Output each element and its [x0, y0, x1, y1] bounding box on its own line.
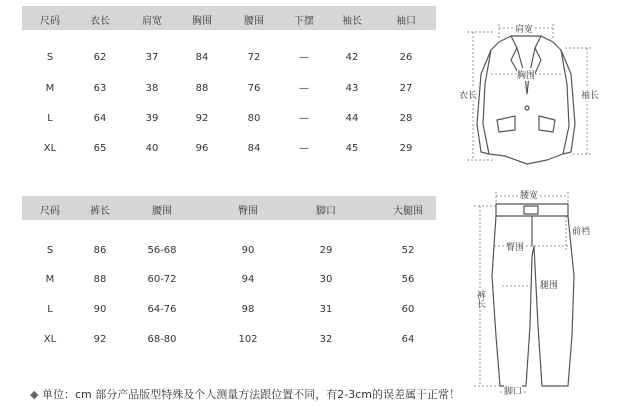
table-cell: 65: [93, 143, 107, 154]
table-cell: XL: [43, 143, 57, 154]
table-cell: M: [45, 83, 55, 94]
table-cell: 102: [238, 334, 258, 345]
hem-label: 脚口: [504, 384, 522, 397]
table-cell: 88: [195, 83, 209, 94]
thigh-label: 腿围: [540, 278, 558, 291]
table-cell: 76: [247, 83, 261, 94]
table-cell: M: [45, 274, 55, 285]
shoulder-label: 肩宽: [515, 22, 533, 35]
table-cell: —: [299, 113, 309, 124]
table-cell: 64: [401, 334, 415, 345]
table-cell: 26: [399, 52, 413, 63]
table-cell: 27: [399, 83, 413, 94]
table-row: [22, 304, 436, 324]
table-cell: 63: [93, 83, 107, 94]
table-cell: 60-72: [147, 274, 177, 285]
header-cell: 臀围: [238, 206, 258, 217]
table-cell: 64: [93, 113, 107, 124]
table-cell: 84: [247, 143, 261, 154]
table-cell: 45: [345, 143, 359, 154]
table-cell: —: [299, 52, 309, 63]
table-cell: 43: [345, 83, 359, 94]
header-cell: 胸围: [192, 16, 212, 27]
bottom-size-table: [22, 196, 436, 356]
table-cell: L: [47, 113, 53, 124]
table-cell: 96: [195, 143, 209, 154]
header-cell: 衣长: [90, 16, 110, 27]
table-cell: 90: [241, 245, 255, 256]
bullet-icon: ◆: [30, 388, 39, 401]
header-cell: 尺码: [40, 16, 60, 27]
table-cell: 39: [145, 113, 159, 124]
pants-diagram: [462, 186, 618, 398]
table-cell: —: [299, 143, 309, 154]
note-text: 单位：cm 部分产品版型特殊及个人测量方法跟位置不同，有2-3cm的误差属于正常！: [41, 388, 460, 401]
pants-length-label: 裤长: [475, 290, 485, 308]
hip-label: 臀围: [506, 240, 524, 253]
header-cell: 大腿围: [393, 206, 423, 217]
table-cell: 38: [145, 83, 159, 94]
table-cell: 88: [93, 274, 107, 285]
table-cell: 94: [241, 274, 255, 285]
table-cell: L: [47, 304, 53, 315]
length-label: 衣长: [459, 88, 477, 101]
table-row: [22, 245, 436, 265]
table-cell: S: [46, 52, 54, 63]
chest-label: 胸围: [517, 68, 535, 81]
table-cell: 37: [145, 52, 159, 63]
table-cell: 40: [145, 143, 159, 154]
table-cell: 98: [241, 304, 255, 315]
table-cell: 64-76: [147, 304, 177, 315]
table-cell: 92: [195, 113, 209, 124]
header-cell: 裤长: [90, 206, 110, 217]
table-cell: 52: [401, 245, 415, 256]
sleeve-label: 袖长: [581, 88, 599, 101]
table-cell: 30: [319, 274, 333, 285]
table-cell: 80: [247, 113, 261, 124]
table-cell: S: [46, 245, 54, 256]
table-cell: 32: [319, 334, 333, 345]
table-row: [22, 83, 436, 103]
bottom-table-header: [22, 196, 436, 220]
jacket-diagram: [455, 14, 615, 174]
table-cell: 44: [345, 113, 359, 124]
table-row: [22, 113, 436, 133]
waist-width-label: 腰宽: [520, 188, 538, 201]
header-cell: 腰围: [244, 16, 264, 27]
table-cell: 84: [195, 52, 209, 63]
table-cell: 29: [319, 245, 333, 256]
table-row: [22, 334, 436, 354]
table-cell: 28: [399, 113, 413, 124]
table-cell: 56-68: [147, 245, 177, 256]
table-cell: 90: [93, 304, 107, 315]
size-note: [30, 386, 460, 402]
table-row: [22, 274, 436, 294]
header-cell: 袖口: [396, 16, 416, 27]
table-cell: 92: [93, 334, 107, 345]
table-cell: 42: [345, 52, 359, 63]
table-cell: —: [299, 83, 309, 94]
header-cell: 袖长: [342, 16, 362, 27]
top-table-header: [22, 6, 436, 30]
table-cell: 29: [399, 143, 413, 154]
table-cell: 31: [319, 304, 333, 315]
front-rise-label: 前裆: [572, 224, 590, 237]
table-cell: 72: [247, 52, 261, 63]
table-cell: 56: [401, 274, 415, 285]
table-row: [22, 52, 436, 72]
header-cell: 肩宽: [142, 16, 162, 27]
table-cell: 60: [401, 304, 415, 315]
header-cell: 尺码: [40, 206, 60, 217]
header-cell: 下摆: [294, 16, 314, 27]
header-cell: 脚口: [316, 206, 336, 217]
table-row: [22, 143, 436, 163]
header-cell: 腰围: [152, 206, 172, 217]
table-cell: 86: [93, 245, 107, 256]
table-cell: 62: [93, 52, 107, 63]
top-size-table: [22, 6, 436, 166]
table-cell: 68-80: [147, 334, 177, 345]
table-cell: XL: [43, 334, 57, 345]
